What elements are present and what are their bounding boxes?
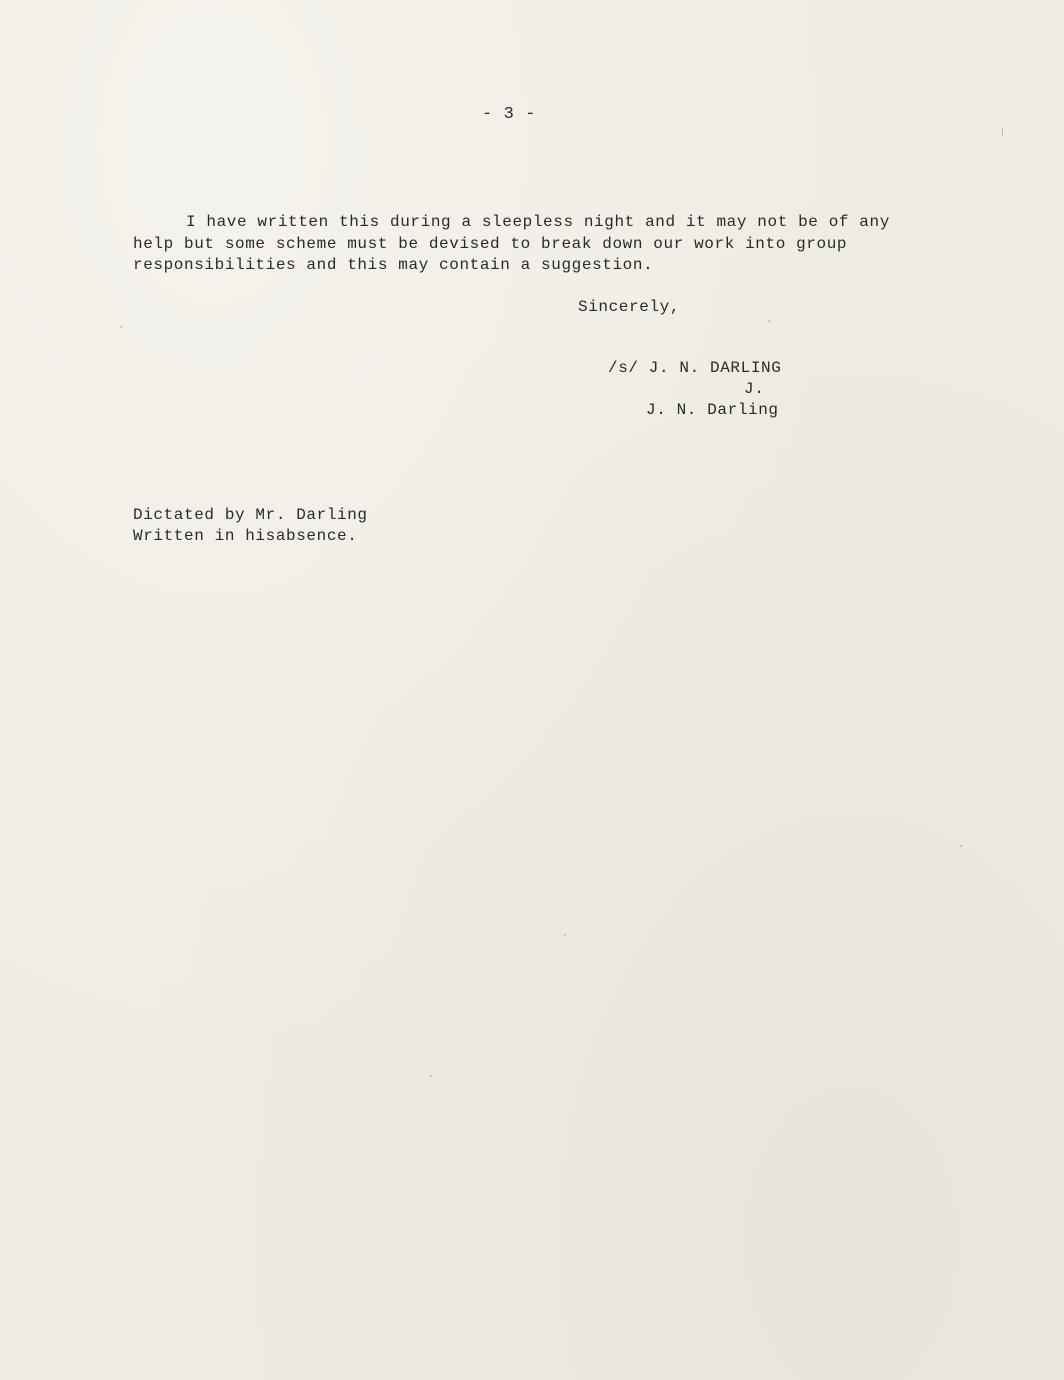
signature-line: /s/ J. N. DARLING (608, 359, 782, 377)
closing: Sincerely, (578, 298, 681, 316)
body-text-line: I have written this during a sleepless night and it may not be of any (186, 213, 890, 231)
dictation-note-line: Dictated by Mr. Darling (133, 506, 368, 524)
paper-speck (564, 934, 566, 936)
paper-speck (430, 1075, 432, 1077)
paper-speck (960, 845, 962, 847)
paper-speck (120, 326, 122, 328)
signature-line: J. N. Darling (646, 401, 779, 419)
paper-speck (1002, 128, 1003, 136)
page-number: - 3 - (482, 105, 537, 124)
signature-line: J. (744, 380, 765, 398)
body-text-line: help but some scheme must be devised to break down our work into group (133, 235, 848, 253)
paper-speck (768, 320, 770, 322)
dictation-note-line: Written in hisabsence. (133, 527, 358, 545)
body-text-line: responsibilities and this may contain a suggestion. (133, 256, 654, 274)
